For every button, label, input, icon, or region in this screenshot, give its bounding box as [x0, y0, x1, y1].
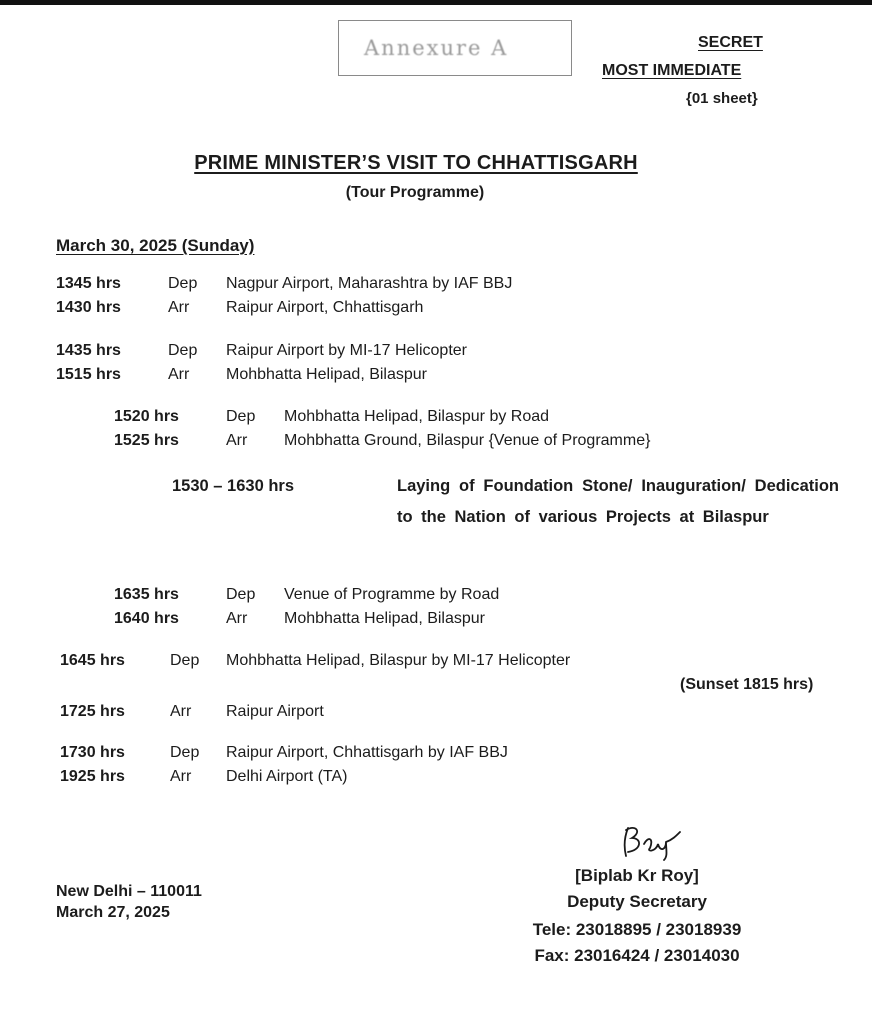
annexure-stamp-text: Annexure A: [364, 36, 509, 60]
schedule-detail: Raipur Airport by MI-17 Helicopter: [226, 342, 467, 359]
schedule-detail: Mohbhatta Helipad, Bilaspur by Road: [284, 408, 550, 425]
schedule-code: Dep: [170, 652, 200, 669]
schedule-code: Arr: [170, 703, 192, 720]
schedule-code: Dep: [226, 586, 256, 603]
schedule-detail: Mohbhatta Helipad, Bilaspur by MI-17 Helicopter: [226, 652, 571, 669]
schedule-time: 1645 hrs: [60, 652, 125, 669]
schedule-code: Arr: [226, 610, 248, 627]
sheet-count: {01 sheet}: [686, 90, 758, 107]
schedule-detail: Raipur Airport, Chhattisgarh: [226, 299, 424, 316]
sunset-note: (Sunset 1815 hrs): [680, 676, 814, 693]
schedule-detail: Nagpur Airport, Maharashtra by IAF BBJ: [226, 275, 513, 292]
schedule-time: 1520 hrs: [114, 408, 179, 425]
document-subtitle: (Tour Programme): [345, 184, 485, 201]
schedule-code: Dep: [170, 744, 200, 761]
programme-date: March 30, 2025 (Sunday): [56, 236, 255, 255]
schedule-time: 1515 hrs: [56, 366, 121, 383]
schedule-code: Dep: [168, 342, 198, 359]
schedule-code: Dep: [168, 275, 198, 292]
schedule-time: 1430 hrs: [56, 299, 121, 316]
schedule-detail: Raipur Airport, Chhattisgarh by IAF BBJ: [226, 744, 508, 761]
schedule-time: 1525 hrs: [114, 432, 179, 449]
issue-place-date: [56, 881, 202, 923]
schedule-time: 1640 hrs: [114, 610, 179, 627]
schedule-detail: Raipur Airport: [226, 703, 324, 720]
schedule-code: Arr: [168, 366, 190, 383]
schedule-code: Arr: [170, 768, 192, 785]
schedule-time: 1725 hrs: [60, 703, 125, 720]
document-title: PRIME MINISTER’S VISIT TO CHHATTISGARH: [194, 152, 638, 174]
event-description: Laying of Foundation Stone/ Inauguration/ Dedication to the Nation of various Projects at Bilaspur: [397, 477, 839, 526]
issue-date: March 27, 2025: [56, 904, 170, 921]
top-border: [0, 0, 872, 5]
signer-fax: Fax: 23016424 / 23014030: [534, 946, 740, 965]
schedule-detail: Delhi Airport (TA): [226, 768, 348, 785]
event-time: 1530 – 1630 hrs: [172, 477, 295, 495]
schedule-time: 1435 hrs: [56, 342, 121, 359]
handwritten-signature: [620, 822, 684, 862]
schedule-time: 1925 hrs: [60, 768, 125, 785]
schedule-detail: Mohbhatta Ground, Bilaspur {Venue of Programme}: [284, 432, 651, 449]
signer-name: [Biplab Kr Roy]: [575, 866, 699, 885]
issue-place: New Delhi – 110011: [56, 883, 202, 900]
schedule-time: 1730 hrs: [60, 744, 125, 761]
signer-telephone: Tele: 23018895 / 23018939: [532, 920, 742, 939]
signer-designation: Deputy Secretary: [567, 892, 707, 911]
schedule-code: Dep: [226, 408, 256, 425]
schedule-code: Arr: [168, 299, 190, 316]
schedule-detail: Mohbhatta Helipad, Bilaspur: [284, 610, 486, 627]
schedule-time: 1345 hrs: [56, 275, 121, 292]
classification-priority: MOST IMMEDIATE: [602, 62, 742, 79]
schedule-time: 1635 hrs: [114, 586, 179, 603]
schedule-code: Arr: [226, 432, 248, 449]
schedule-detail: Venue of Programme by Road: [284, 586, 500, 603]
schedule-detail: Mohbhatta Helipad, Bilaspur: [226, 366, 428, 383]
classification-secret: SECRET: [698, 34, 763, 51]
